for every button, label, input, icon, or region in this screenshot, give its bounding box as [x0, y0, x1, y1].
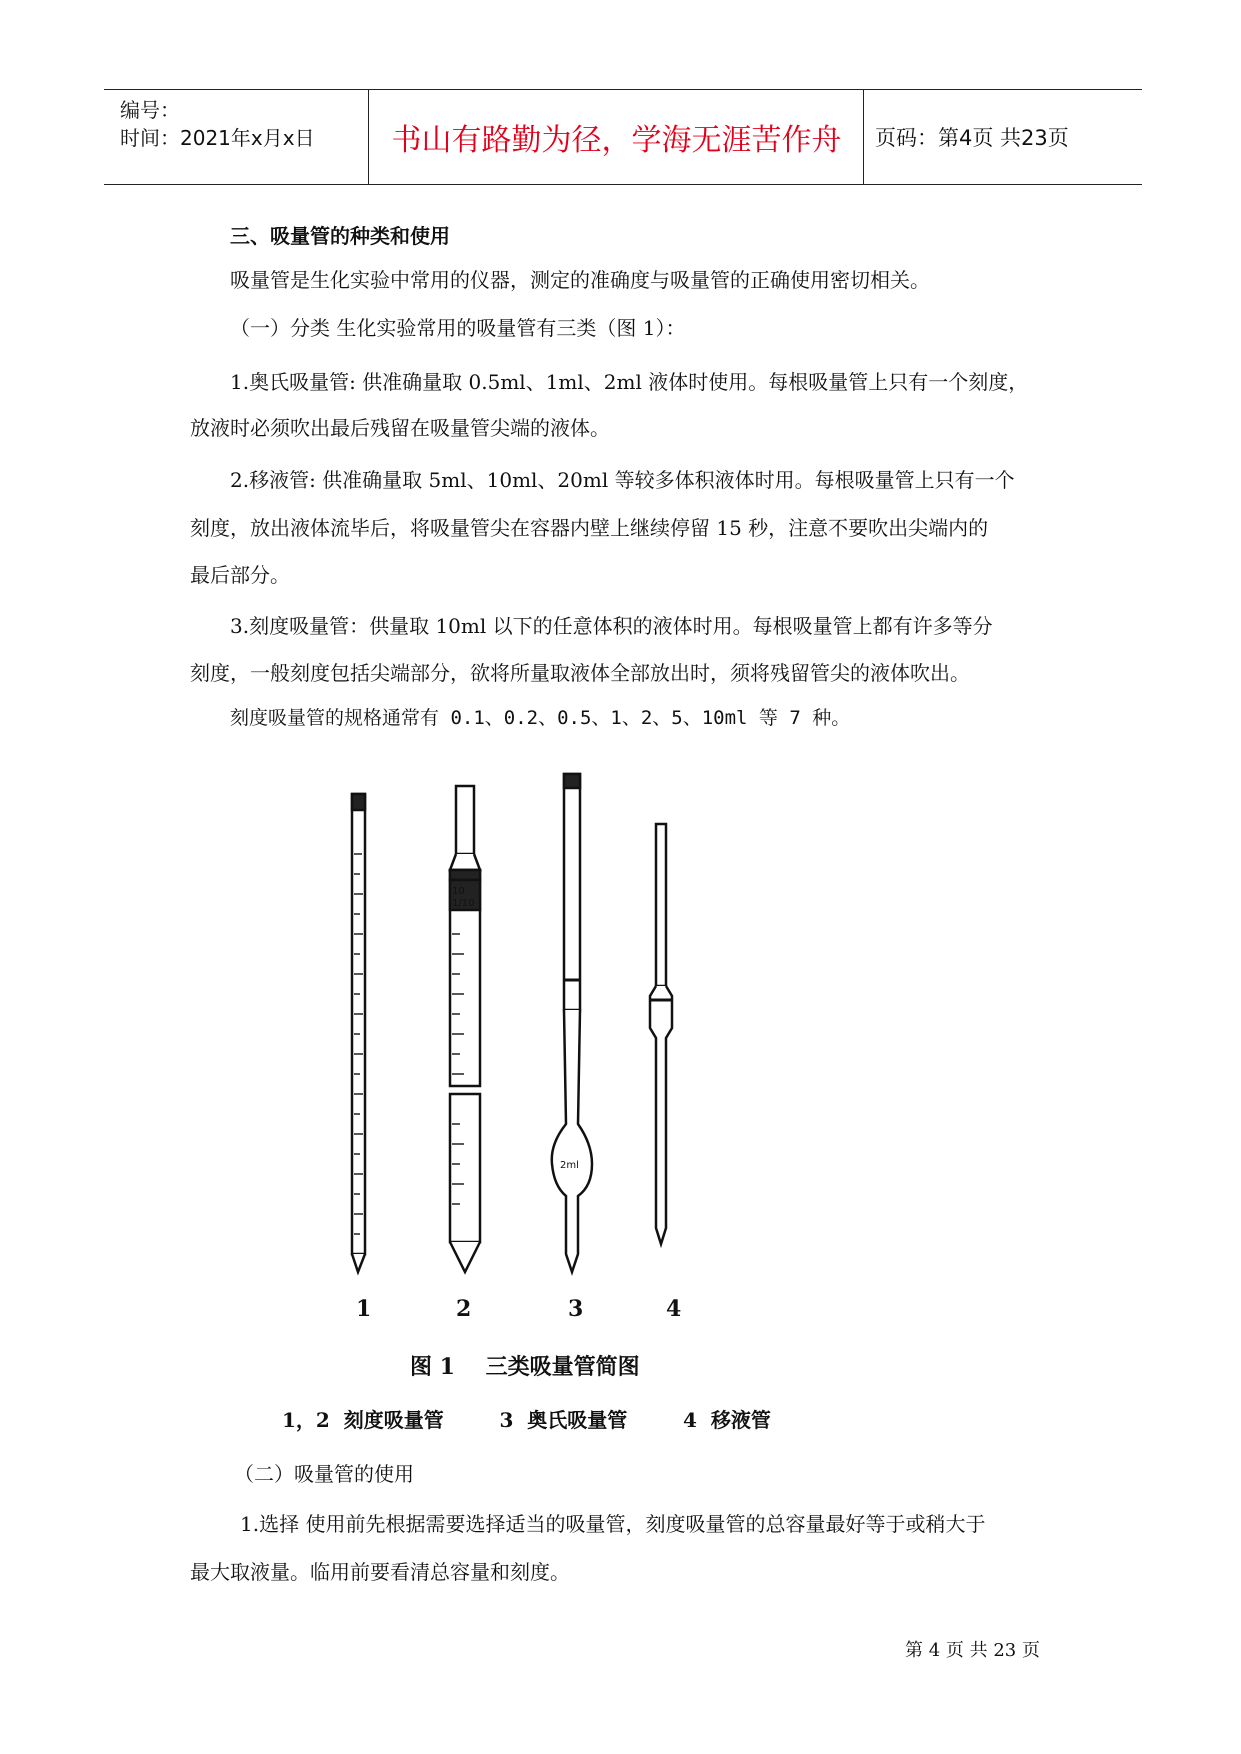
paragraph-intro: 吸量管是生化实验中常用的仪器，测定的准确度与吸量管的正确使用密切相关。	[230, 268, 930, 292]
figure-number-3: 3	[568, 1296, 584, 1322]
page-footer: 第 4 页 共 23 页	[905, 1640, 1040, 1661]
paragraph-classification: （一）分类 生化实验常用的吸量管有三类（图 1）：	[230, 316, 686, 340]
header-divider	[863, 90, 864, 184]
paragraph-usage1: 1.选择 使用前先根据需要选择适当的吸量管，刻度吸量管的总容量最好等于或稍大于	[240, 1512, 986, 1536]
pipette-1-drawing	[352, 794, 365, 1272]
pipette-illustration	[330, 764, 730, 1286]
paragraph-item3-cont: 刻度，一般刻度包括尖端部分，欲将所量取液体全部放出时，须将残留管尖的液体吹出。	[190, 661, 970, 685]
header-page-label: 页码：第4页 共23页	[875, 126, 1069, 150]
paragraph-item1: 1.奥氏吸量管: 供准确量取 0.5ml、1ml、2ml 液体时使用。每根吸量管上只有一个刻度，	[230, 370, 1029, 394]
header-meta	[118, 90, 372, 184]
pipette-3-mark: 2ml	[560, 1160, 579, 1171]
paragraph-item1-cont: 放液时必须吹出最后残留在吸量管尖端的液体。	[190, 416, 610, 440]
pipette-2-mark: 1/10	[452, 898, 475, 909]
usage-title: （二）吸量管的使用	[234, 1462, 414, 1486]
paragraph-item3: 3.刻度吸量管：供量取 10ml 以下的任意体积的液体时用。每根吸量管上都有许多等分	[230, 614, 993, 638]
pipette-2-mark: 10	[452, 886, 465, 897]
figure-number-4: 4	[666, 1296, 682, 1322]
page-header	[104, 89, 1142, 185]
pipette-2-drawing	[450, 786, 480, 1272]
section-title: 三、吸量管的种类和使用	[230, 224, 450, 248]
paragraph-item2: 2.移液管: 供准确量取 5ml、10ml、20ml 等较多体积液体时用。每根吸量管上只有一个	[230, 468, 1015, 492]
paragraph-item2-cont: 最后部分。	[190, 563, 290, 587]
header-motto: 书山有路勤为径，学海无涯苦作舟	[391, 123, 842, 158]
time-label: 时间：2021年x月x日	[120, 126, 315, 150]
paragraph-usage1-cont: 最大取液量。临用前要看清总容量和刻度。	[190, 1560, 570, 1584]
pipette-3-drawing	[552, 774, 592, 1272]
number-label: 编号：	[120, 98, 180, 122]
figure-legend: 1，2 刻度吸量管 3 奥氏吸量管 4 移液管	[282, 1408, 771, 1432]
paragraph-spec: 刻度吸量管的规格通常有 0.1、0.2、0.5、1、2、5、10ml 等 7 种。	[230, 707, 851, 729]
figure-caption: 图 1 三类吸量管简图	[410, 1354, 640, 1380]
header-divider	[368, 90, 369, 184]
pipette-4-drawing	[650, 824, 672, 1244]
figure-number-2: 2	[456, 1296, 472, 1322]
pipette-figure	[330, 764, 730, 1286]
paragraph-item2-cont: 刻度，放出液体流毕后，将吸量管尖在容器内壁上继续停留 15 秒，注意不要吹出尖端内的	[190, 516, 989, 540]
figure-number-1: 1	[356, 1296, 372, 1322]
